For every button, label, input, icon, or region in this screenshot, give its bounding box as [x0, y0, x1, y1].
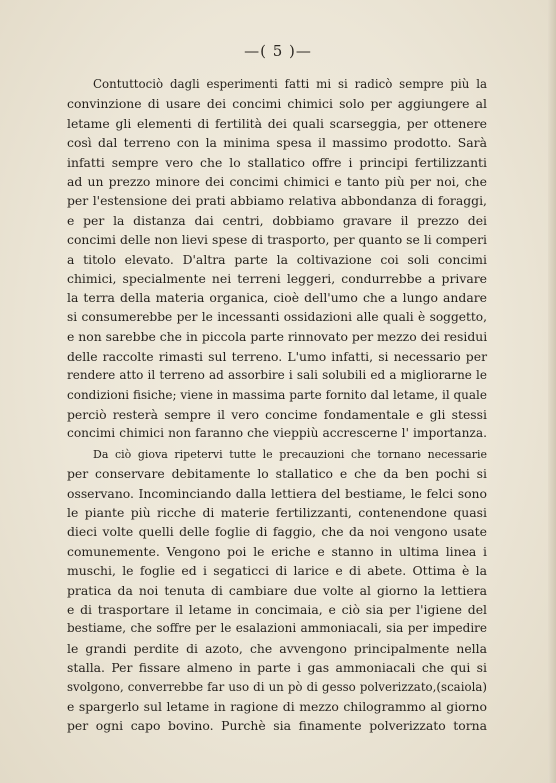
text-line: pratica da noi tenuta di cambiare due volte al giorno la lettiera — [67, 582, 487, 598]
text-line: le grandi perdite di azoto, che avvengono principalmente nella — [67, 640, 487, 656]
text-line: si consumerebbe per le incessanti ossidazioni alle quali è soggetto, — [67, 309, 487, 324]
text-line: bestiame, che soffre per le esalazioni ammoniacali, sia per impedire — [67, 621, 487, 636]
text-line: la terra della materia organica, cioè dell'umo che a lungo andare — [67, 290, 487, 306]
text-line: letame gli elementi di fertilità dei quali scarseggia, per ottenere — [67, 115, 487, 131]
text-line: condizioni fisiche; viene in massima parte fornito dal letame, il quale — [67, 387, 487, 402]
text-line: perciò resterà sempre il vero concime fondamentale e gli stessi — [67, 406, 487, 422]
text-line: osservano. Incominciando dalla lettiera del bestiame, le felci sono — [67, 485, 487, 501]
text-line: comunemente. Vengono poi le eriche e stanno in ultima linea i — [67, 543, 487, 559]
text-line: e per la distanza dai centri, dobbiamo gravare il prezzo dei — [67, 212, 487, 228]
text-line: svolgono, converrebbe far uso di un pò di gesso polverizzato,(scaiola) — [67, 679, 487, 694]
text-line: a titolo elevato. D'altra parte la coltivazione coi soli concimi — [67, 251, 487, 267]
text-line: chimici, specialmente nei terreni leggeri, condurrebbe a privare — [67, 271, 487, 287]
text-line: convinzione di usare dei concimi chimici solo per aggiungere al — [67, 96, 487, 112]
text-line: muschi, le foglie ed i segaticci di larice e di abete. Ottima è la — [67, 563, 487, 579]
text-line: per conservare debitamente lo stallatico e che da ben pochi si — [67, 466, 487, 482]
page-edge — [548, 0, 556, 783]
page-number: —( 5 )— — [244, 42, 312, 60]
text-line: e non sarebbe che in piccola parte rinnovato per mezzo dei residui — [67, 329, 488, 345]
text-line: delle raccolte rimasti sul terreno. L'umo infatti, si necessario per — [67, 348, 487, 364]
text-line: concimi delle non lievi spese di trasporto, per quanto se li comperi — [67, 232, 487, 248]
text-line: ad un prezzo minore dei concimi chimici e tanto più per noi, che — [67, 174, 487, 190]
text-line: per l'estensione dei prati abbiamo relativa abbondanza di foraggi, — [67, 193, 487, 209]
text-line: Contuttociò dagli esperimenti fatti mi si radicò sempre più la — [93, 77, 487, 91]
text-line: rendere atto il terreno ad assorbire i sali solubili ed a migliorarne le — [67, 368, 487, 383]
text-line: così dal terreno con la minima spesa il massimo prodotto. Sarà — [67, 135, 487, 151]
text-line: stalla. Per fissare almeno in parte i gas ammoniacali che qui si — [67, 660, 487, 676]
text-line: e spargerlo sul letame in ragione di mezzo chilogrammo al giorno — [67, 699, 487, 714]
text-line: infatti sempre vero che lo stallatico offre i principi fertilizzanti — [67, 154, 487, 170]
text-line: per ogni capo bovino. Purchè sia finamente polverizzato torna — [67, 718, 487, 734]
paragraph-2 — [67, 445, 487, 736]
text-line: le piante più ricche di materie fertilizzanti, contenendone quasi — [67, 504, 487, 520]
text-line: dieci volte quelli delle foglie di faggio, che da noi vengono usate — [67, 524, 487, 540]
text-line: e di trasportare il letame in concimaia, e ciò sia per l'igiene del — [67, 601, 487, 617]
text-line: concimi chimici non faranno che vieppiù accrescerne l' importanza. — [67, 426, 487, 441]
body-text — [67, 75, 487, 736]
paragraph-1 — [67, 75, 487, 444]
text-line: Da ciò giova ripetervi tutte le precauzioni che tornano necessarie — [93, 447, 487, 461]
